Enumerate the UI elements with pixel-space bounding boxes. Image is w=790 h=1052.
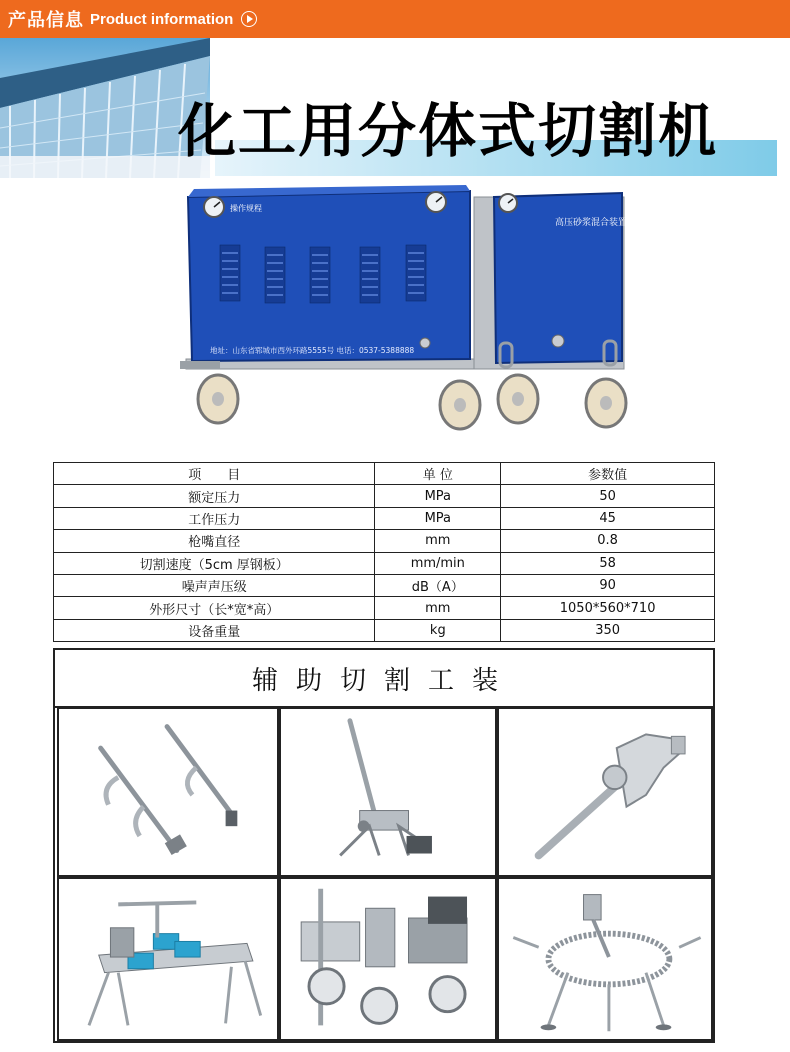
row-unit: mm	[375, 530, 501, 552]
row-value: 0.8	[501, 530, 715, 552]
row-value: 350	[501, 619, 715, 641]
row-item: 噪声声压级	[54, 574, 375, 596]
right-plate-label: 高压砂浆混合装置	[555, 218, 628, 228]
tooling-title: 辅助切割工装	[55, 650, 713, 708]
table-row	[54, 574, 715, 596]
row-unit: kg	[375, 619, 501, 641]
table-header-row	[54, 463, 715, 485]
tooling-panel	[53, 648, 715, 1043]
table-row	[54, 619, 715, 641]
row-value: 1050*560*710	[501, 597, 715, 619]
header-unit: 单 位	[375, 463, 501, 485]
row-unit: MPa	[375, 485, 501, 507]
row-item: 切割速度（5cm 厚钢板）	[54, 552, 375, 574]
row-item: 外形尺寸（长*宽*高）	[54, 597, 375, 619]
row-value: 90	[501, 574, 715, 596]
row-value: 45	[501, 507, 715, 529]
address-label: 地址：山东省郓城市西外环路5555号 电话：0537-5388888	[210, 346, 415, 355]
header-item: 项 目	[54, 463, 375, 485]
table-row	[54, 597, 715, 619]
row-unit: dB（A）	[375, 574, 501, 596]
row-value: 50	[501, 485, 715, 507]
tool-image-track-carriage	[279, 877, 497, 1041]
svg-text:高压砂浆混合装置	[555, 216, 627, 228]
product-banner	[0, 38, 790, 178]
tool-image-pipe-clamp	[497, 707, 713, 877]
cutting-machine-image	[170, 183, 650, 438]
row-item: 设备重量	[54, 619, 375, 641]
section-title-en: Product information	[90, 10, 234, 28]
section-title-cn: 产品信息	[8, 10, 84, 31]
product-title: 化工用分体式切割机	[178, 97, 719, 165]
row-value: 58	[501, 552, 715, 574]
play-circle-icon[interactable]	[241, 11, 257, 27]
row-item: 枪嘴直径	[54, 530, 375, 552]
spec-table	[53, 462, 715, 642]
table-row	[54, 530, 715, 552]
table-row	[54, 507, 715, 529]
left-plate-label: 操作规程	[230, 204, 262, 213]
table-row	[54, 485, 715, 507]
row-unit: mm/min	[375, 552, 501, 574]
wheels	[180, 361, 626, 429]
tool-image-circular-track	[497, 877, 713, 1041]
tool-image-cutting-cart	[279, 707, 497, 877]
tool-image-cutting-table	[57, 877, 279, 1041]
header-value: 参数值	[501, 463, 715, 485]
row-unit: MPa	[375, 507, 501, 529]
row-item: 工作压力	[54, 507, 375, 529]
section-header-bar	[0, 0, 790, 38]
tool-image-cutting-arms	[57, 707, 279, 877]
row-item: 额定压力	[54, 485, 375, 507]
row-unit: mm	[375, 597, 501, 619]
table-row	[54, 552, 715, 574]
